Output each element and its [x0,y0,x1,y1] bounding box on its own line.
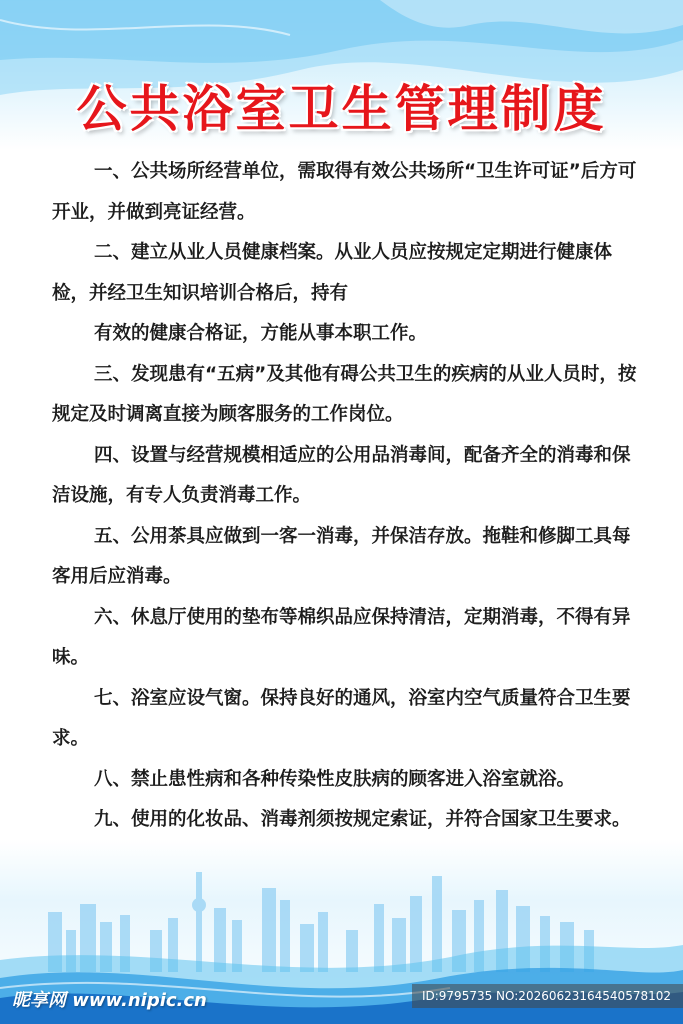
rule-item: 有效的健康合格证，方能从事本职工作。 [94,323,428,344]
rule-item: 一、公共场所经营单位，需取得有效公共场所“卫生许可证”后方可开业，并做到亮证经营。 [52,161,637,223]
poster-title: 公共浴室卫生管理制度 [76,80,607,138]
site-watermark: 昵享网 www.nipic.cn [12,990,207,1011]
rule-item: 四、设置与经营规模相适应的公用品消毒间，配备齐全的消毒和保洁设施，有专人负责消毒工作。 [52,444,631,506]
rule-item: 九、使用的化妆品、消毒剂须按规定索证，并符合国家卫生要求。 [94,809,631,830]
rule-item: 八、禁止患性病和各种传染性皮肤病的顾客进入浴室就浴。 [94,768,576,790]
rule-item: 六、休息厅使用的垫布等棉织品应保持清洁，定期消毒，不得有异味。 [52,606,631,668]
rules-list [52,152,642,841]
image-id-watermark: ID:9795735 NO:20260623164540578102 [412,984,683,1008]
rule-item: 三、发现患有“五病”及其他有碍公共卫生的疾病的从业人员时，按规定及时调离直接为顾客服务的工作岗位。 [52,363,637,425]
rule-item: 二、建立从业人员健康档案。从业人员应按规定定期进行健康体检，并经卫生知识培训合格后，持有 [52,242,613,304]
rule-item: 五、公用茶具应做到一客一消毒，并保洁存放。拖鞋和修脚工具每客用后应消毒。 [52,525,631,587]
rule-item: 七、浴室应设气窗。保持良好的通风，浴室内空气质量符合卫生要求。 [52,687,631,749]
